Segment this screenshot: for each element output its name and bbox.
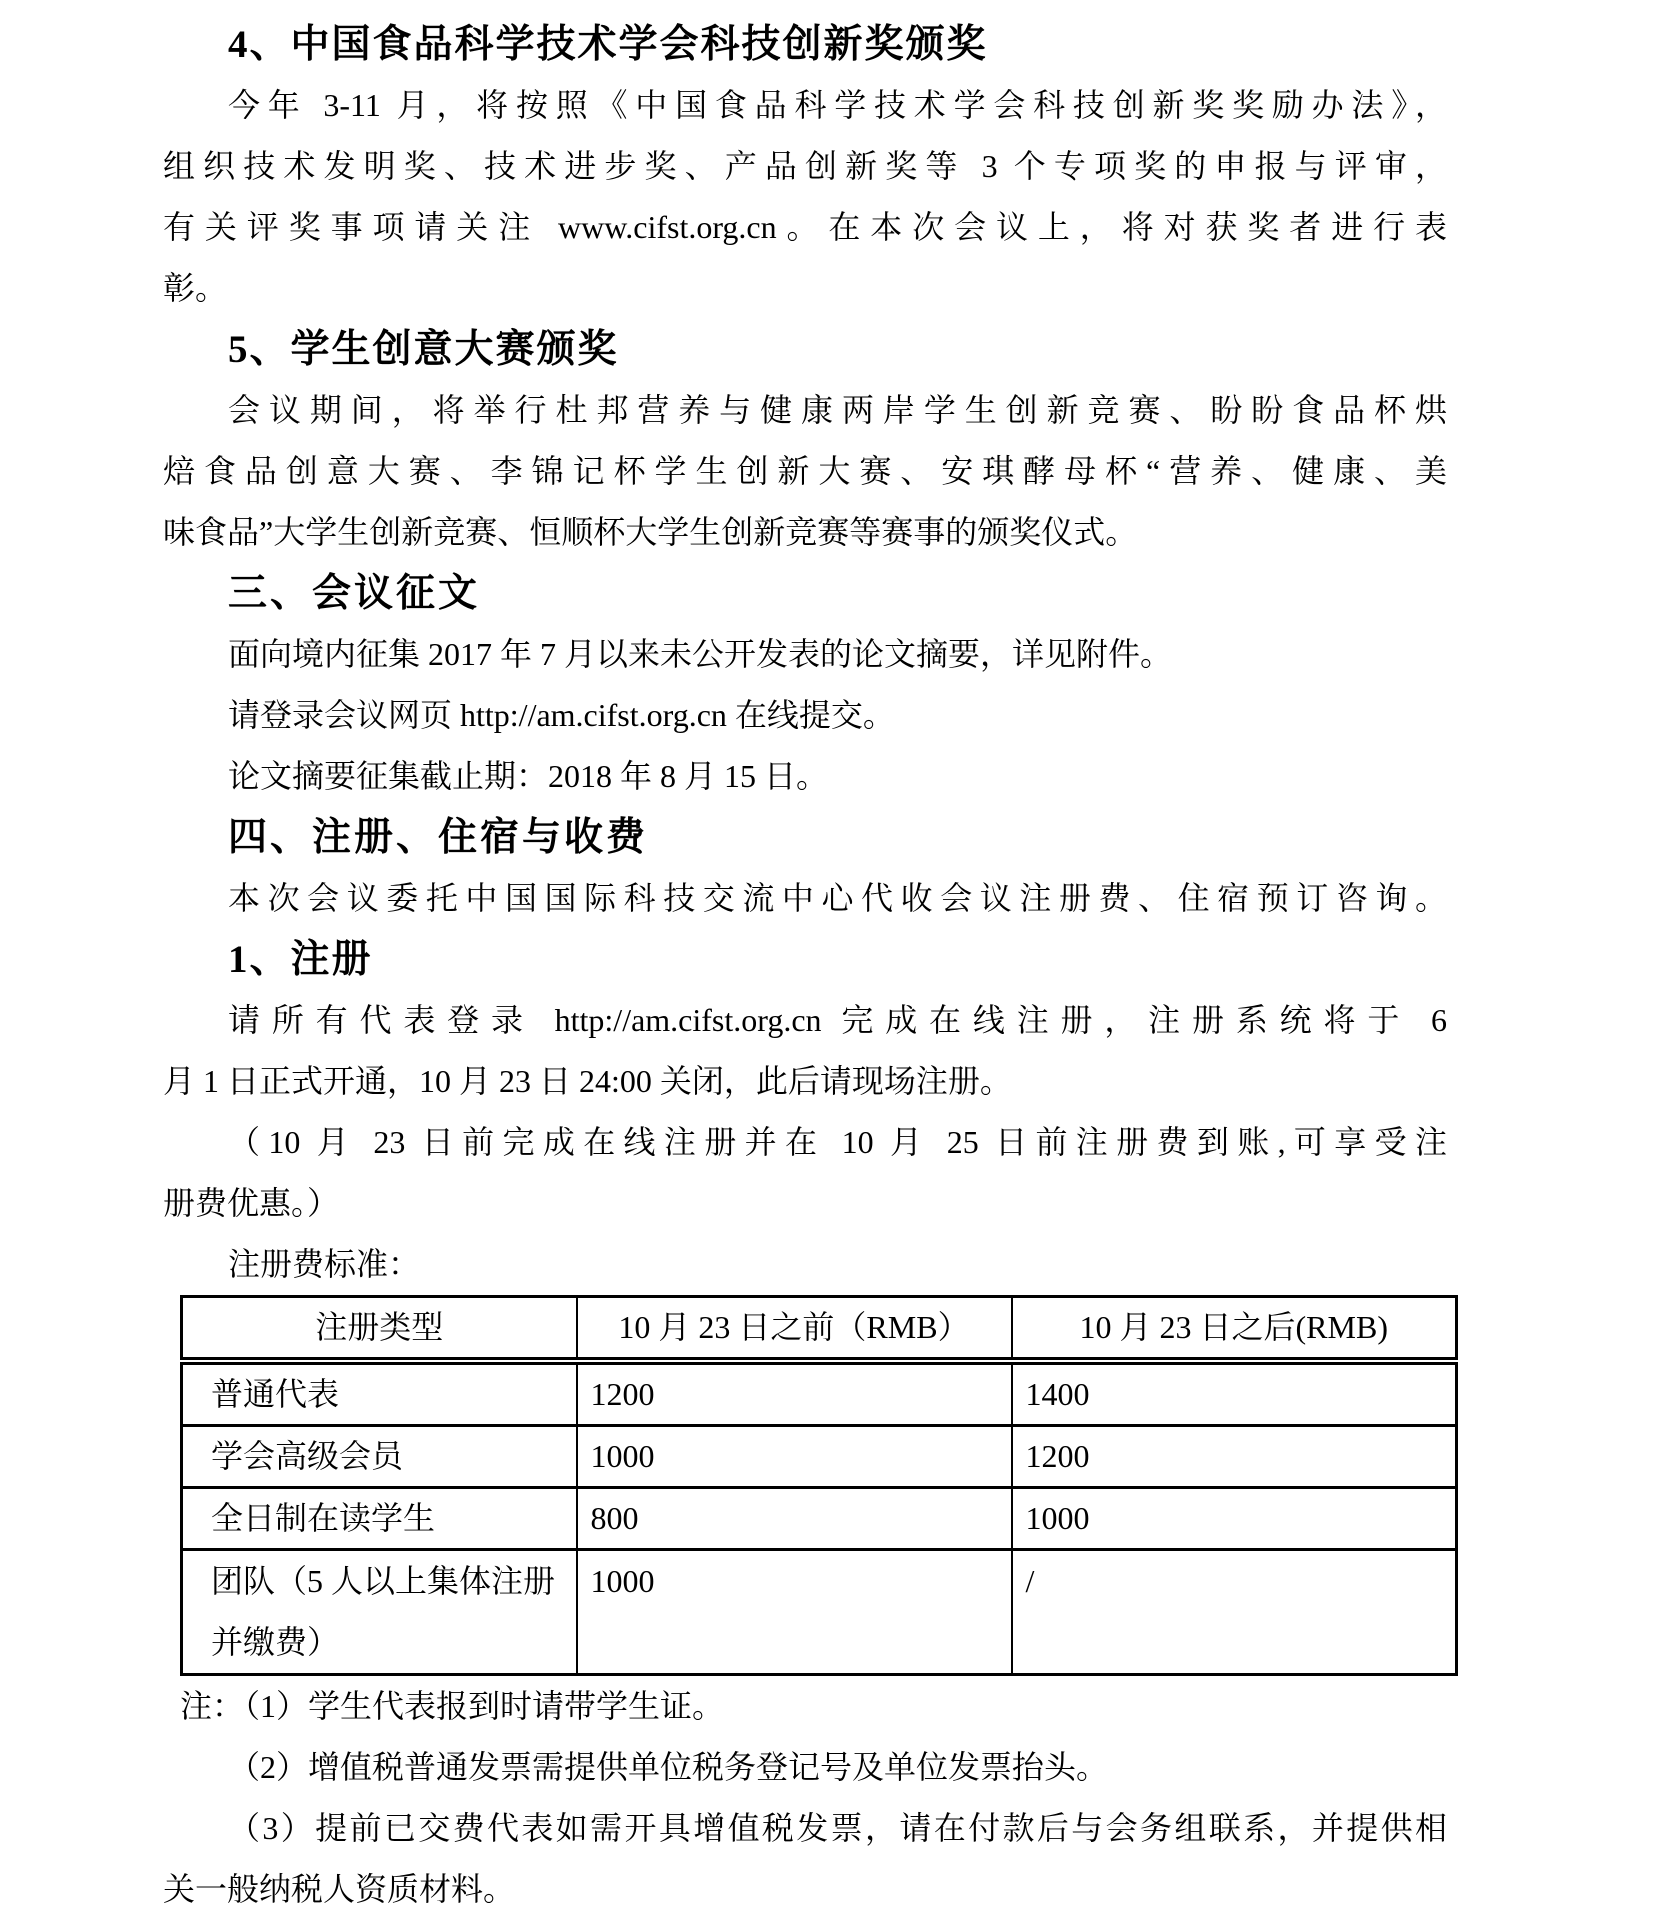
heading-register: 1、注册 [228,938,373,981]
heading-section-5: 5、学生创意大赛颁奖 [228,328,619,371]
note-line: 关一般纳税人资质材料。 [163,1871,516,1907]
discount-note-line: 册费优惠。） [163,1185,340,1221]
heading-call-for-papers: 三、会议征文 [228,572,481,615]
section5-line: 焙食品创意大赛、李锦记杯学生创新大赛、安琪酵母杯“营养、健康、美 [163,453,1447,489]
note-line: （3）提前已交费代表如需开具增值税发票，请在付款后与会务组联系，并提供相 [228,1810,1447,1846]
fee-before: 1000 [577,1426,1012,1488]
fee-table-row [182,1488,1457,1550]
fee-after: / [1012,1550,1457,1675]
note-line: （2）增值税普通发票需提供单位税务登记号及单位发票抬头。 [228,1749,1109,1785]
fee-category: 团队（5 人以上集体注册并缴费） [182,1550,577,1675]
fee-after: 1200 [1012,1426,1457,1488]
fee-after: 1400 [1012,1361,1457,1426]
register-line: 月 1 日正式开通，10 月 23 日 24:00 关闭，此后请现场注册。 [163,1063,1012,1099]
document-content [163,14,1447,1920]
section5-line: 会议期间，将举行杜邦营养与健康两岸学生创新竞赛、盼盼食品杯烘 [228,392,1447,428]
register-line: 请所有代表登录 http://am.cifst.org.cn 完成在线注册，注册系统将于 6 [228,1002,1447,1038]
heading-section-4: 4、中国食品科学技术学会科技创新奖颁奖 [228,23,988,66]
registration-fee-table [180,1295,1458,1676]
fee-category: 全日制在读学生 [182,1488,577,1550]
fee-category: 普通代表 [182,1361,577,1426]
call-for-papers-line: 请登录会议网页 http://am.cifst.org.cn 在线提交。 [228,697,895,733]
section4-line: 今年 3-11 月，将按照《中国食品科学技术学会科技创新奖奖励办法》， [228,87,1447,123]
discount-note-line: （10 月 23 日前完成在线注册并在 10 月 25 日前注册费到账,可享受注 [228,1124,1447,1160]
fee-category: 学会高级会员 [182,1426,577,1488]
fee-before: 1000 [577,1550,1012,1675]
fee-before: 800 [577,1488,1012,1550]
note-line: 注：（1）学生代表报到时请带学生证。 [180,1688,725,1724]
fee-table-caption: 注册费标准： [228,1246,421,1282]
section4-line: 组织技术发明奖、技术进步奖、产品创新奖等 3 个专项奖的申报与评审， [163,148,1447,184]
fee-table-row [182,1550,1457,1675]
section5-line: 味食品”大学生创新竞赛、恒顺杯大学生创新竞赛等赛事的颁奖仪式。 [163,514,1138,550]
fee-table-header-after: 10 月 23 日之后(RMB) [1012,1297,1457,1362]
fee-table-row [182,1361,1457,1426]
fee-table-header-row [182,1297,1457,1362]
fee-before: 1200 [577,1361,1012,1426]
fee-table-header-before: 10 月 23 日之前（RMB） [577,1297,1012,1362]
call-for-papers-line: 面向境内征集 2017 年 7 月以来未公开发表的论文摘要，详见附件。 [228,636,1173,672]
section4-line: 彰。 [163,270,228,306]
heading-registration-fees: 四、注册、住宿与收费 [228,816,649,859]
fee-table-row [182,1426,1457,1488]
call-for-papers-line: 论文摘要征集截止期：2018 年 8 月 15 日。 [228,758,829,794]
fee-table-header-type: 注册类型 [182,1297,577,1362]
registration-section-line: 本次会议委托中国国际科技交流中心代收会议注册费、住宿预订咨询。 [228,880,1447,916]
fee-after: 1000 [1012,1488,1457,1550]
section4-line: 有关评奖事项请关注 www.cifst.org.cn。在本次会议上，将对获奖者进行表 [163,209,1447,245]
